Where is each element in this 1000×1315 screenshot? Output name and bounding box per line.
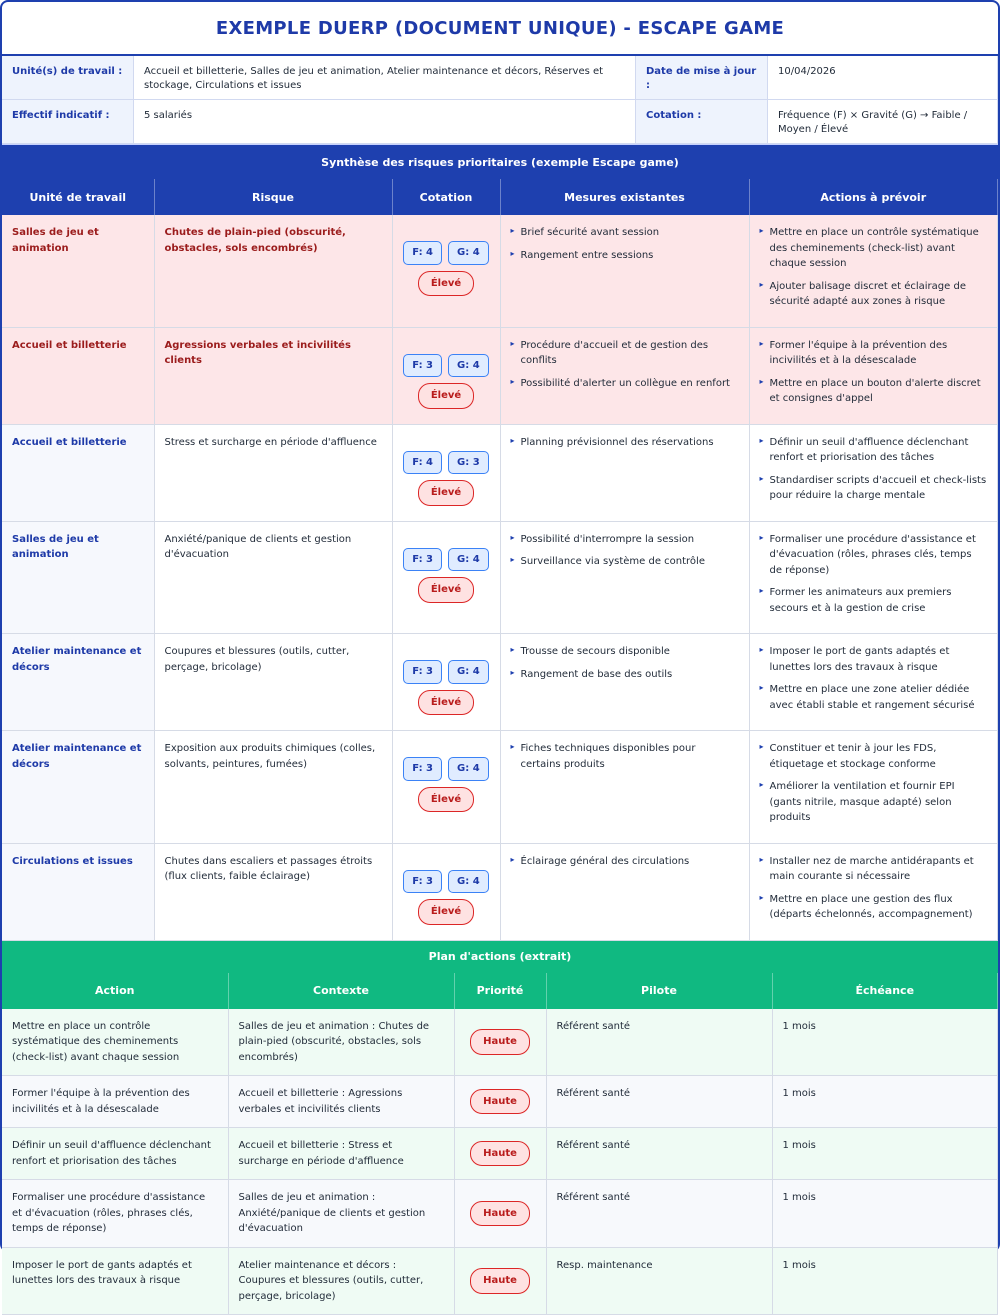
rating-label: Cotation : <box>636 100 768 144</box>
plan-deadline: 1 mois <box>772 1128 998 1180</box>
risk-level-badge: Élevé <box>418 899 474 925</box>
plan-action: Définir un seuil d'affluence déclenchant renfort et priorisation des tâches <box>2 1128 228 1180</box>
measure-item: ▸ Rangement entre sessions <box>511 248 739 264</box>
plan-column-header: Échéance <box>772 973 998 1009</box>
staff-value: 5 salariés <box>134 100 636 144</box>
measure-item: ▸ Possibilité d'alerter un collègue en renfort <box>511 376 739 392</box>
measure-item: ▸ Éclairage général des circulations <box>511 854 739 870</box>
risk-level-badge: Élevé <box>418 383 474 409</box>
planned-actions-cell <box>749 521 998 634</box>
plan-context: Salles de jeu et animation : Anxiété/panique de clients et gestion d'évacuation <box>228 1180 454 1248</box>
risk-column-header: Cotation <box>392 179 500 215</box>
action-item: ▸ Ajouter balisage discret et éclairage de sécurité adapté aux zones à risque <box>760 279 988 310</box>
measure-item: ▸ Procédure d'accueil et de gestion des conflits <box>511 338 739 369</box>
planned-actions-cell <box>749 731 998 844</box>
measure-item: ▸ Trousse de secours disponible <box>511 644 739 660</box>
planned-actions-cell <box>749 215 998 327</box>
planned-actions-list <box>760 532 988 617</box>
risk-level-badge: Élevé <box>418 690 474 716</box>
work-unit: Salles de jeu et animation <box>2 215 154 327</box>
units-value: Accueil et billetterie, Salles de jeu et animation, Atelier maintenance et décors, Réserves et stockage, Circulations et issues <box>134 56 636 100</box>
plan-row <box>2 1128 998 1180</box>
measure-item: ▸ Brief sécurité avant session <box>511 225 739 241</box>
planned-actions-list <box>760 644 988 713</box>
risk-description: Coupures et blessures (outils, cutter, perçage, bricolage) <box>154 634 392 731</box>
plan-pilot: Référent santé <box>546 1128 772 1180</box>
plan-column-header: Pilote <box>546 973 772 1009</box>
frequency-badge: F: 4 <box>403 241 442 265</box>
priority-badge: Haute <box>470 1089 530 1115</box>
gravity-badge: G: 4 <box>448 548 489 572</box>
risk-row <box>2 634 998 731</box>
existing-measures-list <box>511 854 739 870</box>
risk-row <box>2 843 998 940</box>
risk-table <box>2 179 998 941</box>
risk-row <box>2 731 998 844</box>
existing-measures-cell <box>500 634 749 731</box>
rating-chips <box>403 548 490 572</box>
risk-column-header: Risque <box>154 179 392 215</box>
action-item: ▸ Standardiser scripts d'accueil et check-lists pour réduire la charge mentale <box>760 473 988 504</box>
plan-deadline: 1 mois <box>772 1247 998 1315</box>
plan-context: Accueil et billetterie : Stress et surcharge en période d'affluence <box>228 1128 454 1180</box>
risk-row <box>2 424 998 521</box>
priority-badge: Haute <box>470 1268 530 1294</box>
risk-row <box>2 327 998 424</box>
plan-priority-cell <box>454 1128 546 1180</box>
rating-chips <box>403 757 490 781</box>
plan-priority-cell <box>454 1076 546 1128</box>
existing-measures-cell <box>500 424 749 521</box>
plan-action: Formaliser une procédure d'assistance et d'évacuation (rôles, phrases clés, temps de réponse) <box>2 1180 228 1248</box>
plan-deadline: 1 mois <box>772 1076 998 1128</box>
frequency-badge: F: 4 <box>403 451 442 475</box>
date-value: 10/04/2026 <box>768 56 998 100</box>
rating-cell <box>392 424 500 521</box>
rating-cell <box>392 731 500 844</box>
work-unit: Atelier maintenance et décors <box>2 731 154 844</box>
action-item: ▸ Former les animateurs aux premiers secours et à la gestion de crise <box>760 585 988 616</box>
measure-item: ▸ Fiches techniques disponibles pour certains produits <box>511 741 739 772</box>
risk-column-header: Actions à prévoir <box>749 179 998 215</box>
risk-level-badge: Élevé <box>418 480 474 506</box>
gravity-badge: G: 4 <box>448 660 489 684</box>
work-unit: Accueil et billetterie <box>2 424 154 521</box>
priority-badge: Haute <box>470 1141 530 1167</box>
plan-row <box>2 1009 998 1076</box>
plan-deadline: 1 mois <box>772 1180 998 1248</box>
risk-level-badge: Élevé <box>418 787 474 813</box>
planned-actions-cell <box>749 327 998 424</box>
rating-chips <box>403 241 490 265</box>
risk-column-header: Mesures existantes <box>500 179 749 215</box>
action-item: ▸ Former l'équipe à la prévention des incivilités et à la désescalade <box>760 338 988 369</box>
plan-context: Salles de jeu et animation : Chutes de plain-pied (obscurité, obstacles, sols encombrés) <box>228 1009 454 1076</box>
existing-measures-list <box>511 644 739 682</box>
rating-cell <box>392 843 500 940</box>
plan-priority-cell <box>454 1247 546 1315</box>
measure-item: ▸ Possibilité d'interrompre la session <box>511 532 739 548</box>
plan-section-title: Plan d'actions (extrait) <box>2 941 998 973</box>
plan-action: Imposer le port de gants adaptés et lunettes lors des travaux à risque <box>2 1247 228 1315</box>
existing-measures-list <box>511 435 739 451</box>
plan-context: Atelier maintenance et décors : Coupures et blessures (outils, cutter, perçage, bricolage) <box>228 1247 454 1315</box>
rating-value: Fréquence (F) × Gravité (G) → Faible / Moyen / Élevé <box>768 100 998 144</box>
existing-measures-cell <box>500 215 749 327</box>
risk-column-header: Unité de travail <box>2 179 154 215</box>
action-item: ▸ Mettre en place une zone atelier dédiée avec établi stable et rangement sécurisé <box>760 682 988 713</box>
frequency-badge: F: 3 <box>403 354 442 378</box>
existing-measures-list <box>511 225 739 263</box>
existing-measures-list <box>511 741 739 772</box>
planned-actions-list <box>760 225 988 310</box>
measure-item: ▸ Surveillance via système de contrôle <box>511 554 739 570</box>
rating-chips <box>403 660 490 684</box>
rating-cell <box>392 634 500 731</box>
plan-row <box>2 1076 998 1128</box>
gravity-badge: G: 4 <box>448 241 489 265</box>
risk-level-badge: Élevé <box>418 577 474 603</box>
work-unit: Atelier maintenance et décors <box>2 634 154 731</box>
action-item: ▸ Formaliser une procédure d'assistance et d'évacuation (rôles, phrases clés, temps de réponse) <box>760 532 988 579</box>
existing-measures-cell <box>500 843 749 940</box>
rating-chips <box>403 451 490 475</box>
existing-measures-cell <box>500 327 749 424</box>
measure-item: ▸ Rangement de base des outils <box>511 667 739 683</box>
plan-priority-cell <box>454 1180 546 1248</box>
priority-badge: Haute <box>470 1029 530 1055</box>
frequency-badge: F: 3 <box>403 757 442 781</box>
planned-actions-list <box>760 338 988 407</box>
risk-row <box>2 521 998 634</box>
plan-action: Mettre en place un contrôle systématique des cheminements (check-list) avant chaque session <box>2 1009 228 1076</box>
plan-column-header: Action <box>2 973 228 1009</box>
work-unit: Salles de jeu et animation <box>2 521 154 634</box>
planned-actions-list <box>760 854 988 923</box>
rating-chips <box>403 354 490 378</box>
action-item: ▸ Constituer et tenir à jour les FDS, étiquetage et stockage conforme <box>760 741 988 772</box>
plan-table <box>2 973 998 1315</box>
action-item: ▸ Mettre en place un bouton d'alerte discret et consignes d'appel <box>760 376 988 407</box>
rating-chips <box>403 870 490 894</box>
risk-description: Exposition aux produits chimiques (colles, solvants, peintures, fumées) <box>154 731 392 844</box>
plan-action: Former l'équipe à la prévention des incivilités et à la désescalade <box>2 1076 228 1128</box>
gravity-badge: G: 3 <box>448 451 489 475</box>
plan-column-header: Contexte <box>228 973 454 1009</box>
rating-cell <box>392 521 500 634</box>
plan-pilot: Resp. maintenance <box>546 1247 772 1315</box>
gravity-badge: G: 4 <box>448 870 489 894</box>
plan-row <box>2 1247 998 1315</box>
plan-pilot: Référent santé <box>546 1076 772 1128</box>
existing-measures-cell <box>500 521 749 634</box>
plan-pilot: Référent santé <box>546 1180 772 1248</box>
rating-cell <box>392 327 500 424</box>
work-unit: Circulations et issues <box>2 843 154 940</box>
action-item: ▸ Mettre en place un contrôle systématique des cheminements (check-list) avant chaque session <box>760 225 988 272</box>
risk-section-title: Synthèse des risques prioritaires (exemple Escape game) <box>2 145 998 179</box>
planned-actions-list <box>760 741 988 826</box>
action-item: ▸ Définir un seuil d'affluence déclenchant renfort et priorisation des tâches <box>760 435 988 466</box>
risk-description: Agressions verbales et incivilités clients <box>154 327 392 424</box>
risk-description: Chutes dans escaliers et passages étroits (flux clients, faible éclairage) <box>154 843 392 940</box>
frequency-badge: F: 3 <box>403 660 442 684</box>
gravity-badge: G: 4 <box>448 354 489 378</box>
risk-description: Chutes de plain-pied (obscurité, obstacles, sols encombrés) <box>154 215 392 327</box>
frequency-badge: F: 3 <box>403 548 442 572</box>
planned-actions-cell <box>749 634 998 731</box>
frequency-badge: F: 3 <box>403 870 442 894</box>
date-label: Date de mise à jour : <box>636 56 768 100</box>
measure-item: ▸ Planning prévisionnel des réservations <box>511 435 739 451</box>
rating-cell <box>392 215 500 327</box>
units-label: Unité(s) de travail : <box>2 56 134 100</box>
staff-label: Effectif indicatif : <box>2 100 134 144</box>
plan-context: Accueil et billetterie : Agressions verbales et incivilités clients <box>228 1076 454 1128</box>
planned-actions-list <box>760 435 988 504</box>
action-item: ▸ Imposer le port de gants adaptés et lunettes lors des travaux à risque <box>760 644 988 675</box>
risk-description: Anxiété/panique de clients et gestion d'évacuation <box>154 521 392 634</box>
plan-priority-cell <box>454 1009 546 1076</box>
plan-deadline: 1 mois <box>772 1009 998 1076</box>
action-item: ▸ Mettre en place une gestion des flux (départs échelonnés, accompagnement) <box>760 892 988 923</box>
action-item: ▸ Améliorer la ventilation et fournir EPI (gants nitrile, masque adapté) selon produits <box>760 779 988 826</box>
action-item: ▸ Installer nez de marche antidérapants et main courante si nécessaire <box>760 854 988 885</box>
document-title: EXEMPLE DUERP (DOCUMENT UNIQUE) - ESCAPE GAME <box>2 2 998 56</box>
risk-description: Stress et surcharge en période d'affluence <box>154 424 392 521</box>
existing-measures-cell <box>500 731 749 844</box>
priority-badge: Haute <box>470 1201 530 1227</box>
gravity-badge: G: 4 <box>448 757 489 781</box>
existing-measures-list <box>511 338 739 392</box>
info-grid <box>2 56 998 145</box>
work-unit: Accueil et billetterie <box>2 327 154 424</box>
planned-actions-cell <box>749 424 998 521</box>
plan-pilot: Référent santé <box>546 1009 772 1076</box>
plan-column-header: Priorité <box>454 973 546 1009</box>
plan-row <box>2 1180 998 1248</box>
planned-actions-cell <box>749 843 998 940</box>
risk-level-badge: Élevé <box>418 271 474 297</box>
existing-measures-list <box>511 532 739 570</box>
risk-row <box>2 215 998 327</box>
